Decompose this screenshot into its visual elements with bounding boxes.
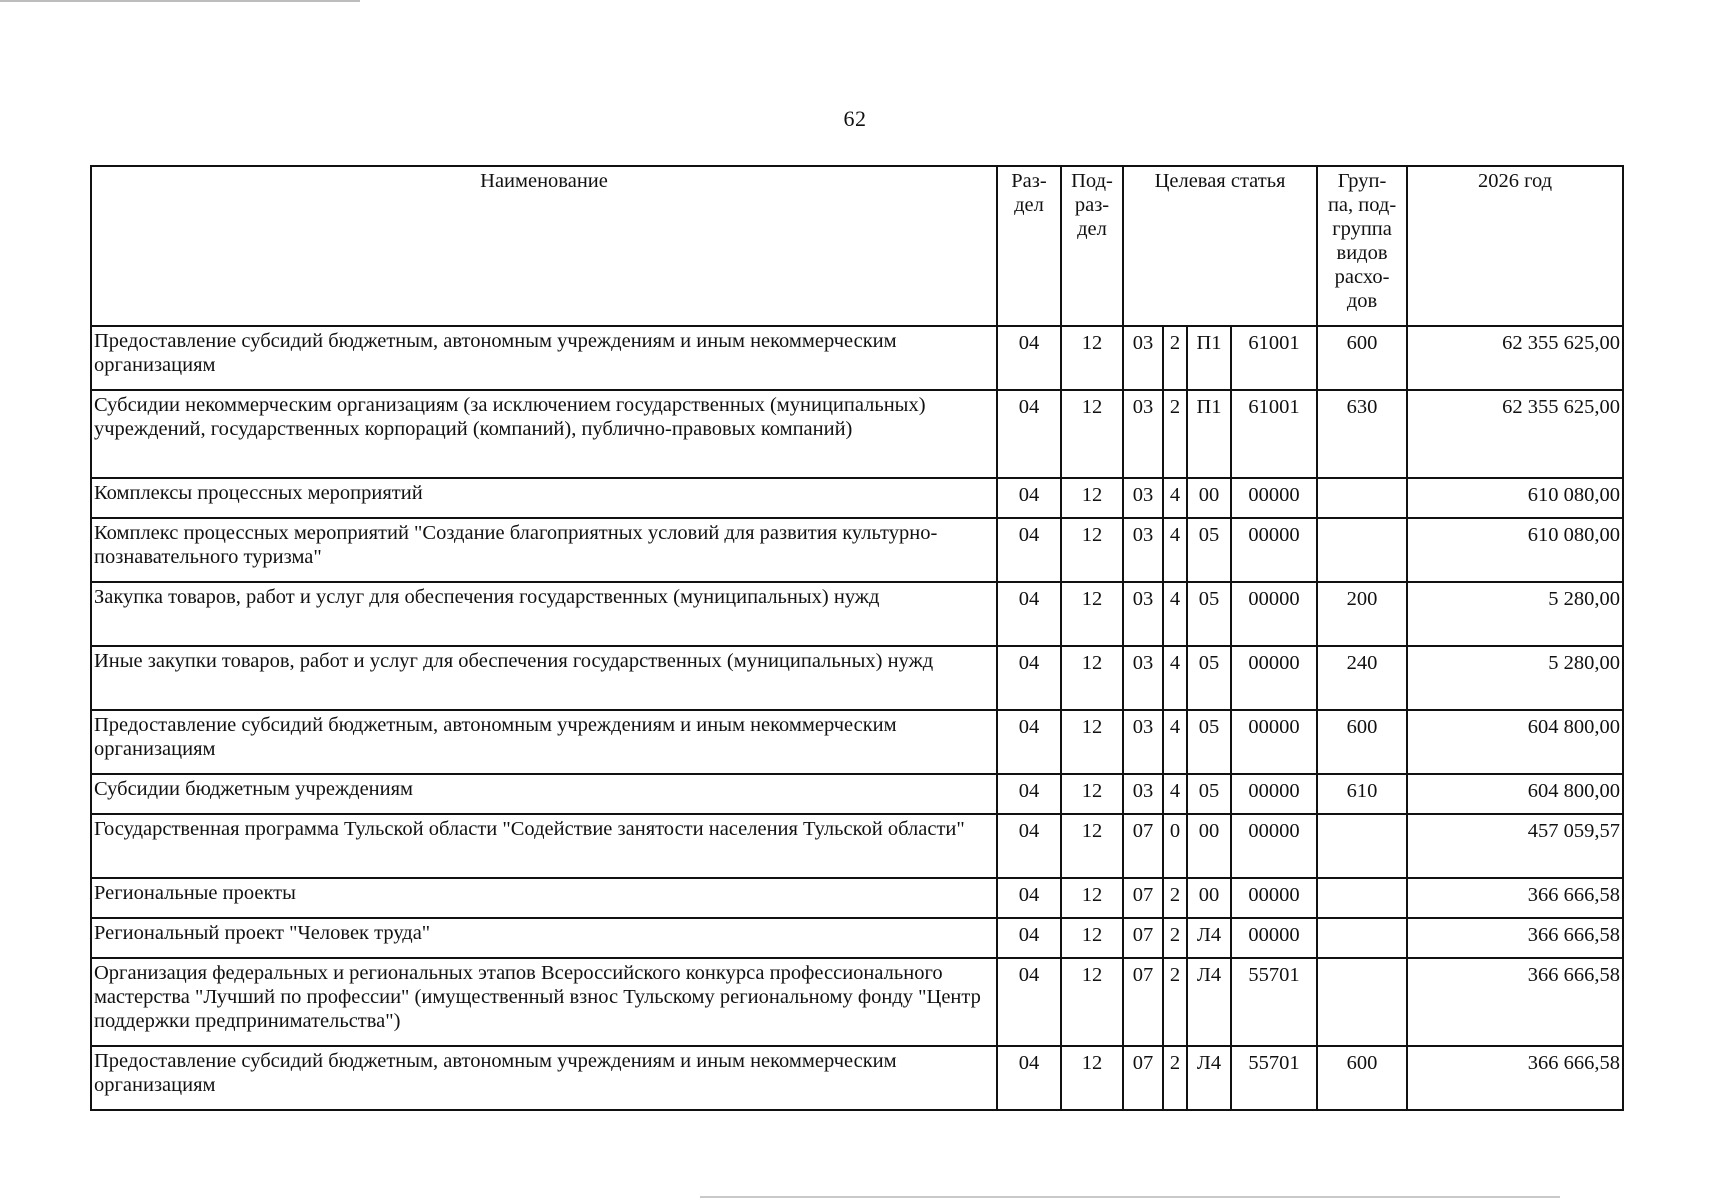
row-name: Закупка товаров, работ и услуг для обеспечения государственных (муниципальных) нужд xyxy=(91,582,997,646)
table-row xyxy=(91,1046,1623,1110)
row-amount: 610 080,00 xyxy=(1407,478,1623,518)
row-name: Государственная программа Тульской области "Содействие занятости населения Тульской области" xyxy=(91,814,997,878)
row-target-structure: 05 xyxy=(1187,774,1231,814)
row-subsection: 12 xyxy=(1061,918,1123,958)
row-amount: 5 280,00 xyxy=(1407,582,1623,646)
row-target-direction: 00000 xyxy=(1231,478,1317,518)
header-name: Наименование xyxy=(91,166,997,326)
row-section: 04 xyxy=(997,646,1061,710)
row-target-type: 4 xyxy=(1163,518,1187,582)
row-expense-group: 600 xyxy=(1317,710,1407,774)
row-name: Субсидии бюджетным учреждениям xyxy=(91,774,997,814)
table-row xyxy=(91,958,1623,1046)
row-target-direction: 00000 xyxy=(1231,774,1317,814)
row-amount: 604 800,00 xyxy=(1407,710,1623,774)
row-target-structure: 05 xyxy=(1187,710,1231,774)
row-target-program: 03 xyxy=(1123,710,1163,774)
row-subsection: 12 xyxy=(1061,1046,1123,1110)
row-target-direction: 00000 xyxy=(1231,710,1317,774)
table-row xyxy=(91,710,1623,774)
header-subsection: Под- раз- дел xyxy=(1061,166,1123,326)
row-target-direction: 00000 xyxy=(1231,918,1317,958)
row-target-type: 2 xyxy=(1163,878,1187,918)
row-target-direction: 00000 xyxy=(1231,878,1317,918)
row-section: 04 xyxy=(997,1046,1061,1110)
row-name: Предоставление субсидий бюджетным, автономным учреждениям и иным некоммерческим организациям xyxy=(91,1046,997,1110)
row-target-program: 03 xyxy=(1123,390,1163,478)
row-name: Комплекс процессных мероприятий "Создание благоприятных условий для развития культурно-познавательного туризма" xyxy=(91,518,997,582)
header-expense-group: Груп- па, под- группа видов расхо- дов xyxy=(1317,166,1407,326)
row-subsection: 12 xyxy=(1061,878,1123,918)
row-target-type: 4 xyxy=(1163,646,1187,710)
row-target-program: 07 xyxy=(1123,878,1163,918)
table-row xyxy=(91,582,1623,646)
row-amount: 610 080,00 xyxy=(1407,518,1623,582)
row-amount: 366 666,58 xyxy=(1407,878,1623,918)
row-section: 04 xyxy=(997,774,1061,814)
row-expense-group xyxy=(1317,958,1407,1046)
row-target-program: 07 xyxy=(1123,1046,1163,1110)
row-target-program: 03 xyxy=(1123,478,1163,518)
row-target-program: 07 xyxy=(1123,918,1163,958)
budget-table xyxy=(90,165,1624,1111)
table-row xyxy=(91,918,1623,958)
row-target-type: 2 xyxy=(1163,390,1187,478)
row-section: 04 xyxy=(997,878,1061,918)
row-name: Предоставление субсидий бюджетным, автономным учреждениям и иным некоммерческим организациям xyxy=(91,710,997,774)
row-amount: 366 666,58 xyxy=(1407,1046,1623,1110)
row-expense-group: 610 xyxy=(1317,774,1407,814)
table-row xyxy=(91,814,1623,878)
row-target-program: 07 xyxy=(1123,814,1163,878)
row-target-type: 2 xyxy=(1163,326,1187,390)
scan-edge-bottom xyxy=(700,1196,1560,1198)
row-subsection: 12 xyxy=(1061,478,1123,518)
row-expense-group xyxy=(1317,814,1407,878)
row-target-structure: 05 xyxy=(1187,646,1231,710)
row-target-program: 03 xyxy=(1123,518,1163,582)
row-name: Региональные проекты xyxy=(91,878,997,918)
row-section: 04 xyxy=(997,582,1061,646)
row-section: 04 xyxy=(997,710,1061,774)
header-target-article: Целевая статья xyxy=(1123,166,1317,326)
row-target-type: 0 xyxy=(1163,814,1187,878)
row-target-structure: П1 xyxy=(1187,326,1231,390)
row-target-structure: Л4 xyxy=(1187,918,1231,958)
header-year: 2026 год xyxy=(1407,166,1623,326)
row-target-direction: 55701 xyxy=(1231,1046,1317,1110)
row-expense-group xyxy=(1317,878,1407,918)
row-section: 04 xyxy=(997,326,1061,390)
row-subsection: 12 xyxy=(1061,326,1123,390)
row-target-structure: П1 xyxy=(1187,390,1231,478)
row-target-direction: 61001 xyxy=(1231,326,1317,390)
row-amount: 5 280,00 xyxy=(1407,646,1623,710)
row-target-direction: 00000 xyxy=(1231,646,1317,710)
row-subsection: 12 xyxy=(1061,774,1123,814)
row-target-direction: 00000 xyxy=(1231,518,1317,582)
row-target-program: 03 xyxy=(1123,646,1163,710)
row-amount: 457 059,57 xyxy=(1407,814,1623,878)
header-section: Раз- дел xyxy=(997,166,1061,326)
row-target-structure: Л4 xyxy=(1187,1046,1231,1110)
row-target-structure: 05 xyxy=(1187,518,1231,582)
table-row xyxy=(91,774,1623,814)
table-row xyxy=(91,518,1623,582)
row-amount: 366 666,58 xyxy=(1407,918,1623,958)
table-row xyxy=(91,326,1623,390)
row-section: 04 xyxy=(997,478,1061,518)
row-subsection: 12 xyxy=(1061,390,1123,478)
row-section: 04 xyxy=(997,918,1061,958)
row-name: Организация федеральных и региональных этапов Всероссийского конкурса профессионального мастерства "Лучший по профессии" (имущественный взнос Тульскому региональному фонду "Центр поддержки предпринимательства") xyxy=(91,958,997,1046)
row-expense-group: 630 xyxy=(1317,390,1407,478)
table-row xyxy=(91,878,1623,918)
row-amount: 604 800,00 xyxy=(1407,774,1623,814)
row-name: Иные закупки товаров, работ и услуг для обеспечения государственных (муниципальных) нужд xyxy=(91,646,997,710)
row-name: Субсидии некоммерческим организациям (за исключением государственных (муниципальных) учреждений, государственных корпораций (компаний), публично-правовых компаний) xyxy=(91,390,997,478)
row-expense-group xyxy=(1317,478,1407,518)
row-expense-group xyxy=(1317,918,1407,958)
row-target-direction: 00000 xyxy=(1231,814,1317,878)
row-section: 04 xyxy=(997,814,1061,878)
scan-edge-top xyxy=(0,0,360,2)
row-name: Предоставление субсидий бюджетным, автономным учреждениям и иным некоммерческим организациям xyxy=(91,326,997,390)
table-row xyxy=(91,478,1623,518)
row-target-structure: 05 xyxy=(1187,582,1231,646)
row-amount: 62 355 625,00 xyxy=(1407,326,1623,390)
row-target-structure: 00 xyxy=(1187,814,1231,878)
row-target-type: 4 xyxy=(1163,774,1187,814)
row-target-type: 4 xyxy=(1163,710,1187,774)
row-target-program: 03 xyxy=(1123,326,1163,390)
row-target-type: 2 xyxy=(1163,958,1187,1046)
row-name: Комплексы процессных мероприятий xyxy=(91,478,997,518)
row-target-type: 4 xyxy=(1163,582,1187,646)
row-target-type: 4 xyxy=(1163,478,1187,518)
page-number: 62 xyxy=(843,106,867,131)
table-row xyxy=(91,390,1623,478)
row-target-direction: 61001 xyxy=(1231,390,1317,478)
row-section: 04 xyxy=(997,958,1061,1046)
row-target-structure: Л4 xyxy=(1187,958,1231,1046)
table-row xyxy=(91,646,1623,710)
row-subsection: 12 xyxy=(1061,518,1123,582)
row-subsection: 12 xyxy=(1061,582,1123,646)
row-expense-group: 600 xyxy=(1317,1046,1407,1110)
row-expense-group: 600 xyxy=(1317,326,1407,390)
row-expense-group: 200 xyxy=(1317,582,1407,646)
row-amount: 62 355 625,00 xyxy=(1407,390,1623,478)
row-subsection: 12 xyxy=(1061,710,1123,774)
row-name: Региональный проект "Человек труда" xyxy=(91,918,997,958)
row-target-program: 03 xyxy=(1123,774,1163,814)
row-target-structure: 00 xyxy=(1187,878,1231,918)
row-target-direction: 00000 xyxy=(1231,582,1317,646)
row-expense-group xyxy=(1317,518,1407,582)
row-subsection: 12 xyxy=(1061,646,1123,710)
row-amount: 366 666,58 xyxy=(1407,958,1623,1046)
row-subsection: 12 xyxy=(1061,814,1123,878)
row-expense-group: 240 xyxy=(1317,646,1407,710)
row-target-program: 07 xyxy=(1123,958,1163,1046)
table-header-row xyxy=(91,166,1623,326)
row-target-structure: 00 xyxy=(1187,478,1231,518)
row-target-type: 2 xyxy=(1163,1046,1187,1110)
row-section: 04 xyxy=(997,390,1061,478)
row-target-type: 2 xyxy=(1163,918,1187,958)
row-target-direction: 55701 xyxy=(1231,958,1317,1046)
row-section: 04 xyxy=(997,518,1061,582)
row-target-program: 03 xyxy=(1123,582,1163,646)
row-subsection: 12 xyxy=(1061,958,1123,1046)
